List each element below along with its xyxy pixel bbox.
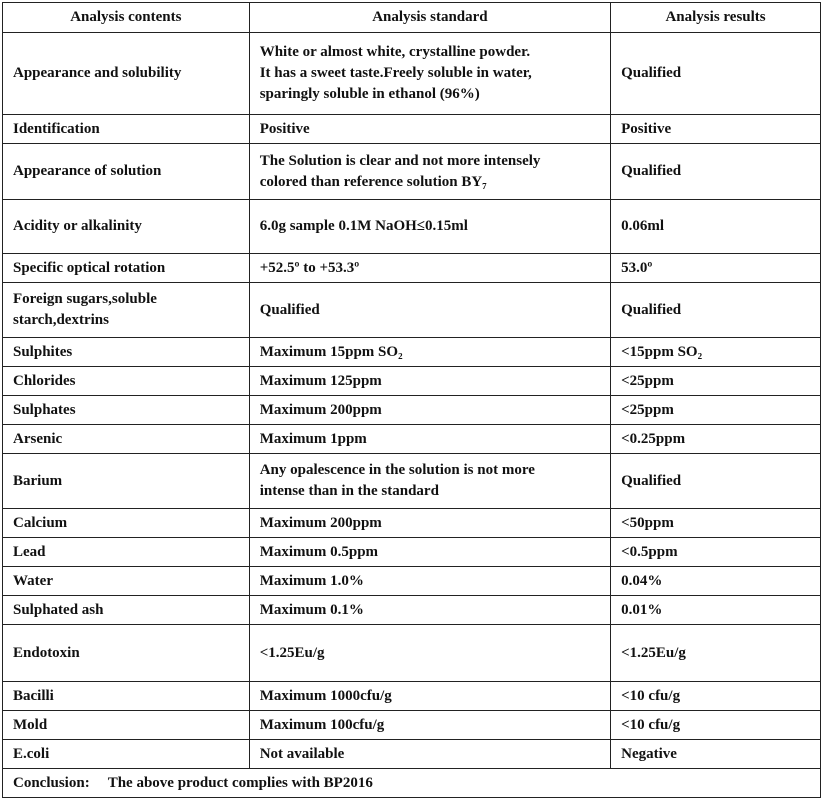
content-cell: Lead — [3, 538, 250, 567]
standard-cell — [249, 454, 610, 509]
result-cell: 0.06ml — [611, 200, 821, 254]
result-cell: <10 cfu/g — [611, 682, 821, 711]
standard-cell: Maximum 15ppm SO₂ — [249, 338, 610, 367]
header-row — [3, 3, 821, 33]
result-cell: 0.04% — [611, 567, 821, 596]
table-row — [3, 283, 821, 338]
table-row — [3, 596, 821, 625]
content-cell: E.coli — [3, 740, 250, 769]
result-cell: Qualified — [611, 283, 821, 338]
header-analysis-standard: Analysis standard — [249, 3, 610, 33]
content-cell: Arsenic — [3, 425, 250, 454]
content-cell: Acidity or alkalinity — [3, 200, 250, 254]
table-row — [3, 338, 821, 367]
result-cell: Qualified — [611, 33, 821, 115]
result-cell: <50ppm — [611, 509, 821, 538]
standard-cell: Qualified — [249, 283, 610, 338]
result-cell: 0.01% — [611, 596, 821, 625]
result-cell: Qualified — [611, 144, 821, 200]
content-cell: Appearance of solution — [3, 144, 250, 200]
standard-cell: Positive — [249, 115, 610, 144]
standard-line: Any opalescence in the solution is not more — [259, 462, 535, 478]
table-row — [3, 425, 821, 454]
content-line: starch,dextrins — [13, 312, 109, 328]
content-line: Foreign sugars,soluble — [13, 291, 157, 307]
conclusion-cell — [3, 769, 821, 798]
result-cell: <25ppm — [611, 396, 821, 425]
result-cell: <25ppm — [611, 367, 821, 396]
standard-cell: Maximum 200ppm — [249, 509, 610, 538]
result-cell: Negative — [611, 740, 821, 769]
table-row — [3, 144, 821, 200]
result-cell: <1.25Eu/g — [611, 625, 821, 682]
content-cell: Identification — [3, 115, 250, 144]
conclusion-label: Conclusion: — [13, 774, 90, 791]
standard-line: sparingly soluble in ethanol (96%) — [259, 86, 480, 102]
table-row — [3, 711, 821, 740]
table-row — [3, 33, 821, 115]
conclusion-row — [3, 769, 821, 798]
table-row — [3, 254, 821, 283]
content-cell: Endotoxin — [3, 625, 250, 682]
standard-cell: Maximum 200ppm — [249, 396, 610, 425]
standard-cell: Maximum 100cfu/g — [249, 711, 610, 740]
content-cell: Sulphites — [3, 338, 250, 367]
content-cell: Sulphates — [3, 396, 250, 425]
analysis-table — [2, 2, 821, 798]
result-cell: <0.5ppm — [611, 538, 821, 567]
content-cell: Barium — [3, 454, 250, 509]
standard-cell: Maximum 125ppm — [249, 367, 610, 396]
standard-line: intense than in the standard — [259, 483, 439, 499]
table-row — [3, 396, 821, 425]
result-cell: Qualified — [611, 454, 821, 509]
content-cell: Mold — [3, 711, 250, 740]
table-row — [3, 509, 821, 538]
content-cell — [3, 283, 250, 338]
standard-cell: Maximum 0.1% — [249, 596, 610, 625]
result-cell: Positive — [611, 115, 821, 144]
standard-cell — [249, 144, 610, 200]
standard-cell: +52.5º to +53.3º — [249, 254, 610, 283]
standard-cell: 6.0g sample 0.1M NaOH≤0.15ml — [249, 200, 610, 254]
result-cell: <10 cfu/g — [611, 711, 821, 740]
standard-cell — [249, 33, 610, 115]
content-cell: Bacilli — [3, 682, 250, 711]
content-cell: Specific optical rotation — [3, 254, 250, 283]
standard-line: It has a sweet taste.Freely soluble in water, — [259, 65, 532, 81]
table-row — [3, 682, 821, 711]
header-analysis-contents: Analysis contents — [3, 3, 250, 33]
content-cell: Water — [3, 567, 250, 596]
content-cell: Appearance and solubility — [3, 33, 250, 115]
standard-line: White or almost white, crystalline powder. — [259, 44, 531, 60]
standard-cell: Maximum 1ppm — [249, 425, 610, 454]
table-row — [3, 740, 821, 769]
result-cell: <0.25ppm — [611, 425, 821, 454]
table-row — [3, 200, 821, 254]
result-cell: <15ppm SO₂ — [611, 338, 821, 367]
table-row — [3, 367, 821, 396]
content-cell: Sulphated ash — [3, 596, 250, 625]
header-analysis-results: Analysis results — [611, 3, 821, 33]
table-row — [3, 454, 821, 509]
table-row — [3, 625, 821, 682]
table-row — [3, 538, 821, 567]
standard-line: The Solution is clear and not more intensely — [259, 152, 541, 169]
conclusion-text: The above product complies with BP2016 — [107, 774, 373, 791]
standard-cell: Not available — [249, 740, 610, 769]
result-cell: 53.0º — [611, 254, 821, 283]
standard-cell: Maximum 1.0% — [249, 567, 610, 596]
table-row — [3, 115, 821, 144]
standard-cell: Maximum 0.5ppm — [249, 538, 610, 567]
content-cell: Calcium — [3, 509, 250, 538]
table-row — [3, 567, 821, 596]
standard-cell: Maximum 1000cfu/g — [249, 682, 610, 711]
standard-cell: <1.25Eu/g — [249, 625, 610, 682]
content-cell: Chlorides — [3, 367, 250, 396]
standard-line: colored than reference solution BY₇ — [259, 173, 487, 190]
